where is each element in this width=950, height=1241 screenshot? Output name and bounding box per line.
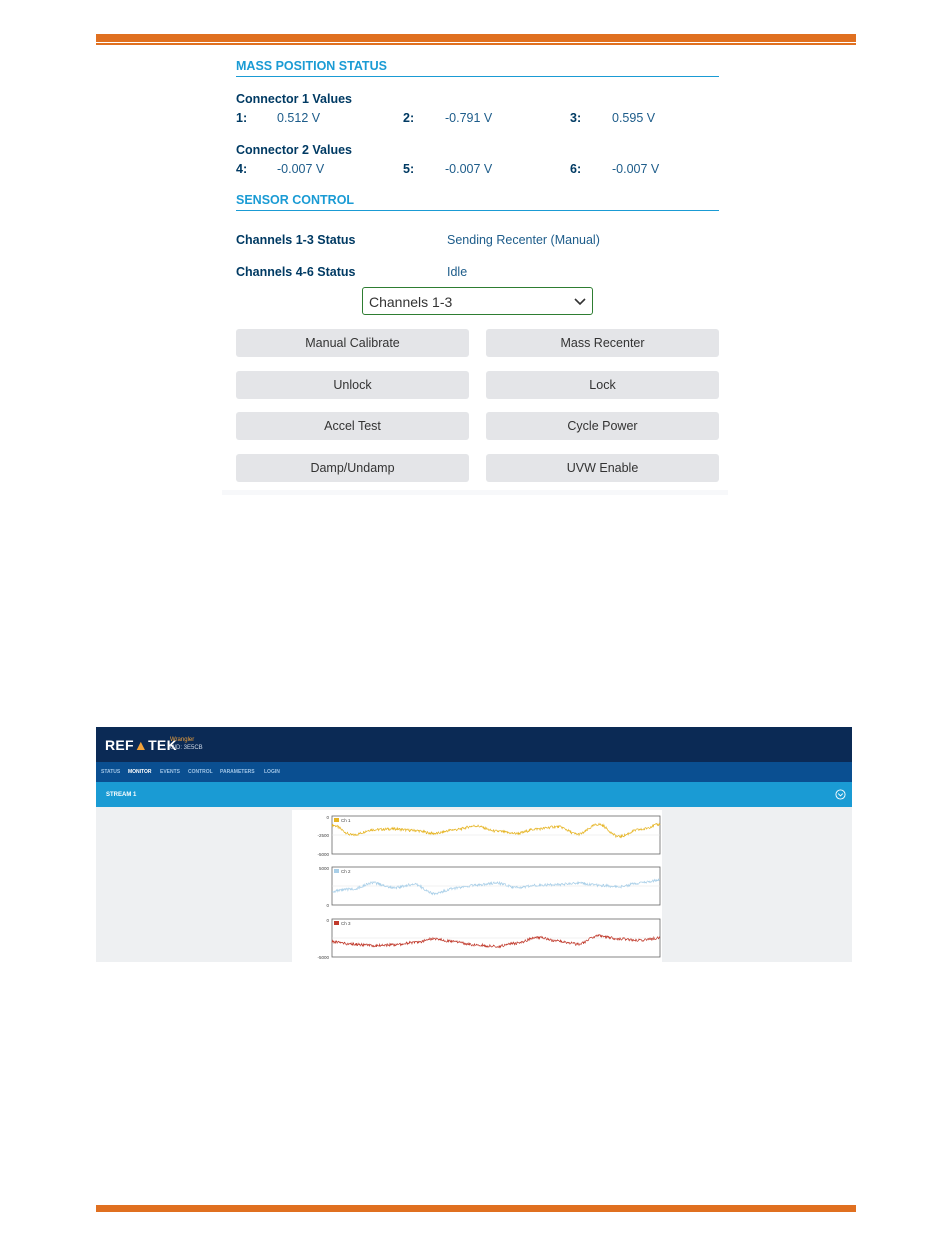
mass-pos-num-3: 3:	[570, 111, 582, 125]
chart-3-legend-swatch	[334, 921, 339, 925]
channels-1-3-status-label: Channels 1-3 Status	[236, 233, 356, 247]
nav-control[interactable]: CONTROL	[188, 769, 213, 775]
chart-1-legend-label: Ch 1	[341, 818, 351, 823]
brand-left: REF	[105, 737, 134, 753]
mass-recenter-button[interactable]: Mass Recenter	[486, 329, 719, 357]
manual-calibrate-button[interactable]: Manual Calibrate	[236, 329, 469, 357]
mass-pos-value-2: -0.791 V	[445, 111, 493, 125]
channels-4-6-status-label: Channels 4-6 Status	[236, 265, 356, 279]
channels-4-6-status-value: Idle	[447, 265, 468, 279]
mass-pos-value-6: -0.007 V	[612, 162, 660, 176]
stream-label: STREAM 1	[106, 792, 137, 798]
triangle-logo-icon: ▲	[133, 737, 149, 753]
channels-1-3-status-value: Sending Recenter (Manual)	[447, 233, 600, 247]
connector2-label: Connector 2 Values	[236, 143, 353, 157]
unlock-button[interactable]: Unlock	[236, 371, 469, 399]
mass-pos-num-2: 2:	[403, 111, 415, 125]
chart-1-tick-label: -2500	[317, 833, 329, 838]
nav-monitor[interactable]: MONITOR	[128, 769, 152, 775]
chart-2-legend-label: Ch 2	[341, 869, 351, 874]
damp-undamp-button[interactable]: Damp/Undamp	[236, 454, 469, 482]
unit-id: UID: 3E5CB	[170, 745, 203, 751]
lock-button[interactable]: Lock	[486, 371, 719, 399]
chart-3-tick-label: -5000	[317, 955, 329, 960]
brand-right: TEK	[148, 737, 177, 753]
chart-1-legend-swatch	[334, 818, 339, 822]
nav-status[interactable]: STATUS	[101, 769, 121, 775]
chart-1-tick-label: 0	[326, 815, 329, 820]
chart-2-tick-label: 5000	[318, 866, 329, 871]
chart-2-legend-swatch	[334, 869, 339, 873]
mass-pos-value-3: 0.595 V	[612, 111, 656, 125]
nav-events[interactable]: EVENTS	[160, 769, 181, 775]
orange-footer-bar	[96, 1205, 856, 1212]
chevron-down-icon	[574, 295, 586, 307]
mass-pos-num-6: 6:	[570, 162, 582, 176]
mass-pos-num-4: 4:	[236, 162, 248, 176]
uvw-enable-button[interactable]: UVW Enable	[486, 454, 719, 482]
chart-2-tick-label: 0	[326, 903, 329, 908]
orange-header-bar	[96, 34, 856, 42]
chart-3-tick-label: 0	[326, 918, 329, 923]
unit-name: Wrangler	[170, 737, 195, 743]
orange-header-line	[96, 43, 856, 45]
mass-pos-value-4: -0.007 V	[277, 162, 325, 176]
mass-position-title: MASS POSITION STATUS	[236, 59, 719, 77]
channel-select-value: Channels 1-3	[369, 294, 453, 310]
mass-pos-num-5: 5:	[403, 162, 415, 176]
sensor-control-title: SENSOR CONTROL	[236, 193, 719, 211]
nav-login[interactable]: LOGIN	[264, 769, 280, 775]
chart-1-tick-label: -5000	[317, 852, 329, 857]
accel-test-button[interactable]: Accel Test	[236, 412, 469, 440]
chart-3-legend-label: Ch 3	[341, 921, 351, 926]
mass-pos-value-1: 0.512 V	[277, 111, 321, 125]
mass-pos-num-1: 1:	[236, 111, 248, 125]
connector1-label: Connector 1 Values	[236, 92, 353, 106]
waveform-charts	[96, 727, 852, 962]
mass-pos-value-5: -0.007 V	[445, 162, 493, 176]
nav-parameters[interactable]: PARAMETERS	[220, 769, 255, 775]
channel-select[interactable]	[362, 287, 593, 315]
cycle-power-button[interactable]: Cycle Power	[486, 412, 719, 440]
